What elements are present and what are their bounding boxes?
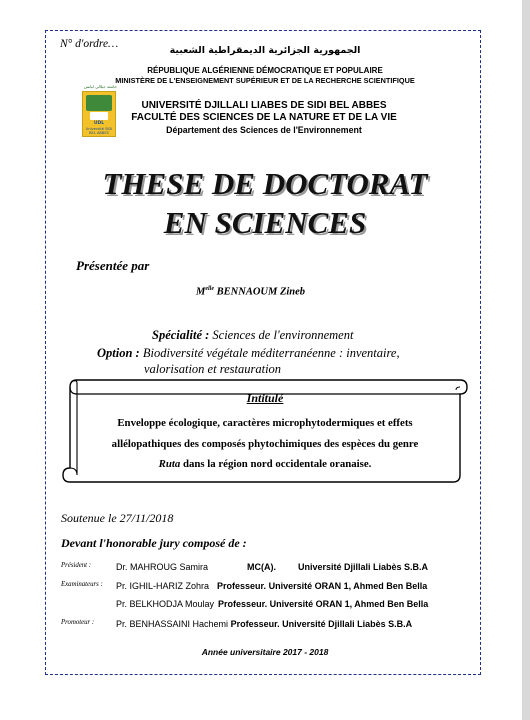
- presented-by: Présentée par: [76, 258, 150, 273]
- logo-arabic-text: جامعة جيلالي ليابس: [84, 84, 117, 89]
- specialty: Spécialité : Sciences de l'environnement: [152, 328, 354, 342]
- logo-emblem-icon: [86, 95, 112, 111]
- author-name: $M^{elle}$ BENNAOUM Zineb: [196, 286, 306, 298]
- logo-subtext: Université SIDI BEL ABBES: [85, 127, 113, 135]
- jury-member-row: Pr. BENHASSAINI Hachemi Professeur. Université Djillali Liabès S.B.A: [116, 619, 413, 629]
- university-logo: [82, 91, 116, 137]
- republic-heading: RÉPUBLIQUE ALGÉRIENNE DÉMOCRATIQUE ET POPULAIRE: [147, 66, 383, 75]
- jury-member-row: Pr. IGHIL-HARIZ Zohra Professeur. Université ORAN 1, Ahmed Ben Bella: [116, 581, 428, 591]
- defense-date: Soutenue le 27/11/2018: [61, 511, 174, 525]
- thesis-subject-line3: Ruta dans la région nord occidentale oranaise.: [158, 458, 372, 470]
- jury-intro: Devant l'honorable jury composé de :: [61, 536, 247, 550]
- ministry-heading: MINISTÈRE DE L'ENSEIGNEMENT SUPÉRIEUR ET DE LA RECHERCHE SCIENTIFIQUE: [115, 76, 415, 85]
- title-heading: Intitulé: [246, 391, 284, 405]
- university-name: UNIVERSITÉ DJILLALI LIABES DE SIDI BEL ABBES: [141, 100, 387, 111]
- order-number: N° d'ordre…: [60, 38, 119, 50]
- jury-role: Promoteur :: [61, 619, 95, 626]
- jury-member-row: Pr. BELKHODJA Moulay Professeur. Université ORAN 1, Ahmed Ben Bella: [116, 599, 429, 609]
- book-icon: [90, 112, 108, 120]
- jury-role: Examinateurs :: [61, 581, 103, 588]
- page-edge: [522, 0, 530, 720]
- jury-member-row: Dr. MAHROUG Samira MC(A). Université Djillali Liabès S.B.A: [116, 562, 429, 572]
- jury-role: Président :: [61, 562, 92, 569]
- arabic-republic-heading: الجمهورية الجزائرية الديمقراطية الشعبية: [169, 45, 361, 56]
- faculty-name: FACULTÉ DES SCIENCES DE LA NATURE ET DE LA VIE: [131, 112, 397, 123]
- logo-text: UDL: [93, 121, 105, 126]
- thesis-title-line2: EN SCIENCES: [163, 205, 367, 240]
- department-name: Département des Sciences de l'Environnement: [166, 125, 362, 135]
- thesis-subject-line2: allélopathiques des composés phytochimiques des espèces du genre: [111, 438, 419, 450]
- academic-year: Année universitaire 2017 - 2018: [201, 647, 329, 657]
- option-line1: Option : Biodiversité végétale méditerranéenne : inventaire,: [97, 346, 400, 360]
- thesis-title-line1: THESE DE DOCTORAT: [102, 166, 428, 201]
- option-line2: valorisation et restauration: [144, 362, 282, 376]
- thesis-subject-line1: Enveloppe écologique, caractères microphytodermiques et effets: [117, 417, 413, 429]
